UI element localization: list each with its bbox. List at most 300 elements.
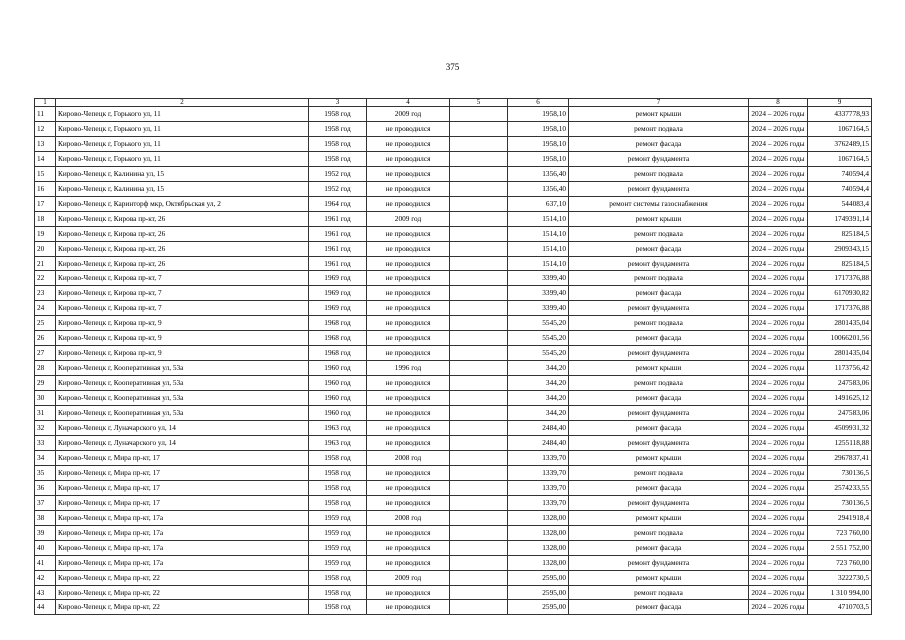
work-type-cell: ремонт подвала [569, 226, 749, 241]
last-repair-cell: 1996 год [367, 361, 450, 376]
area-cell: 2595,00 [508, 600, 569, 615]
table-row [35, 510, 872, 525]
table-row [35, 376, 872, 391]
address-cell: Кирово-Чепецк г, Луначарского ул, 14 [56, 435, 309, 450]
last-repair-cell: не проводился [367, 346, 450, 361]
row-number-cell: 29 [35, 376, 56, 391]
work-type-cell: ремонт подвала [569, 316, 749, 331]
cost-cell: 1749391,14 [808, 211, 872, 226]
area-cell: 1958,10 [508, 121, 569, 136]
built-year-cell: 1961 год [309, 211, 367, 226]
table-row [35, 495, 872, 510]
row-number-cell: 26 [35, 331, 56, 346]
cost-cell: 1 310 994,00 [808, 585, 872, 600]
row-number-cell: 24 [35, 301, 56, 316]
cost-cell: 2801435,04 [808, 316, 872, 331]
row-number-cell: 31 [35, 406, 56, 421]
area-cell: 3399,40 [508, 271, 569, 286]
area-cell: 1958,10 [508, 151, 569, 166]
cost-cell: 2967837,41 [808, 450, 872, 465]
row-number-cell: 12 [35, 121, 56, 136]
row-number-cell: 44 [35, 600, 56, 615]
row-number-cell: 41 [35, 555, 56, 570]
empty-cell [450, 480, 508, 495]
period-cell: 2024 – 2026 годы [749, 495, 808, 510]
address-cell: Кирово-Чепецк г, Кирова пр-кт, 7 [56, 286, 309, 301]
cost-cell: 247583,06 [808, 406, 872, 421]
row-number-cell: 32 [35, 421, 56, 436]
address-cell: Кирово-Чепецк г, Луначарского ул, 14 [56, 421, 309, 436]
row-number-cell: 38 [35, 510, 56, 525]
period-cell: 2024 – 2026 годы [749, 450, 808, 465]
cost-cell: 825184,5 [808, 256, 872, 271]
row-number-cell: 25 [35, 316, 56, 331]
work-type-cell: ремонт подвала [569, 121, 749, 136]
last-repair-cell: не проводился [367, 331, 450, 346]
area-cell: 1339,70 [508, 480, 569, 495]
built-year-cell: 1958 год [309, 585, 367, 600]
period-cell: 2024 – 2026 годы [749, 136, 808, 151]
area-cell: 1514,10 [508, 226, 569, 241]
last-repair-cell: не проводился [367, 540, 450, 555]
period-cell: 2024 – 2026 годы [749, 107, 808, 122]
empty-cell [450, 465, 508, 480]
empty-cell [450, 196, 508, 211]
address-cell: Кирово-Чепецк г, Кирова пр-кт, 26 [56, 256, 309, 271]
empty-cell [450, 331, 508, 346]
last-repair-cell: не проводился [367, 196, 450, 211]
address-cell: Кирово-Чепецк г, Мира пр-кт, 22 [56, 600, 309, 615]
last-repair-cell: не проводился [367, 271, 450, 286]
empty-cell [450, 555, 508, 570]
address-cell: Кирово-Чепецк г, Каринторф мкр, Октябрьская ул, 2 [56, 196, 309, 211]
cost-cell: 1255118,88 [808, 435, 872, 450]
address-cell: Кирово-Чепецк г, Кооперативная ул, 53а [56, 406, 309, 421]
built-year-cell: 1959 год [309, 540, 367, 555]
built-year-cell: 1952 год [309, 166, 367, 181]
address-cell: Кирово-Чепецк г, Мира пр-кт, 17 [56, 495, 309, 510]
area-cell: 3399,40 [508, 286, 569, 301]
period-cell: 2024 – 2026 годы [749, 121, 808, 136]
table-row [35, 465, 872, 480]
row-number-cell: 33 [35, 435, 56, 450]
built-year-cell: 1952 год [309, 181, 367, 196]
built-year-cell: 1960 год [309, 391, 367, 406]
column-number: 4 [367, 99, 450, 107]
address-cell: Кирово-Чепецк г, Кирова пр-кт, 7 [56, 301, 309, 316]
last-repair-cell: не проводился [367, 495, 450, 510]
table-row [35, 316, 872, 331]
address-cell: Кирово-Чепецк г, Горького ул, 11 [56, 121, 309, 136]
table-row [35, 226, 872, 241]
address-cell: Кирово-Чепецк г, Мира пр-кт, 17 [56, 480, 309, 495]
cost-cell: 247583,06 [808, 376, 872, 391]
cost-cell: 6170930,82 [808, 286, 872, 301]
address-cell: Кирово-Чепецк г, Кирова пр-кт, 9 [56, 346, 309, 361]
built-year-cell: 1961 год [309, 256, 367, 271]
area-cell: 1328,00 [508, 525, 569, 540]
address-cell: Кирово-Чепецк г, Калинина ул, 15 [56, 181, 309, 196]
built-year-cell: 1958 год [309, 107, 367, 122]
cost-cell: 1173756,42 [808, 361, 872, 376]
built-year-cell: 1969 год [309, 301, 367, 316]
empty-cell [450, 376, 508, 391]
empty-cell [450, 166, 508, 181]
address-cell: Кирово-Чепецк г, Горького ул, 11 [56, 151, 309, 166]
address-cell: Кирово-Чепецк г, Кирова пр-кт, 26 [56, 226, 309, 241]
address-cell: Кирово-Чепецк г, Мира пр-кт, 17а [56, 555, 309, 570]
period-cell: 2024 – 2026 годы [749, 480, 808, 495]
table-row [35, 540, 872, 555]
page-number: 375 [445, 62, 460, 72]
cost-cell: 10066201,56 [808, 331, 872, 346]
work-type-cell: ремонт фасада [569, 421, 749, 436]
empty-cell [450, 510, 508, 525]
area-cell: 344,20 [508, 391, 569, 406]
last-repair-cell: не проводился [367, 421, 450, 436]
area-cell: 1339,70 [508, 465, 569, 480]
work-type-cell: ремонт фасада [569, 540, 749, 555]
last-repair-cell: не проводился [367, 256, 450, 271]
period-cell: 2024 – 2026 годы [749, 196, 808, 211]
table-row [35, 600, 872, 615]
work-type-cell: ремонт фундамента [569, 346, 749, 361]
table-row [35, 181, 872, 196]
address-cell: Кирово-Чепецк г, Мира пр-кт, 22 [56, 585, 309, 600]
table-row [35, 136, 872, 151]
last-repair-cell: 2009 год [367, 570, 450, 585]
period-cell: 2024 – 2026 годы [749, 435, 808, 450]
cost-cell: 1717376,88 [808, 271, 872, 286]
period-cell: 2024 – 2026 годы [749, 331, 808, 346]
row-number-cell: 39 [35, 525, 56, 540]
column-number: 9 [808, 99, 872, 107]
empty-cell [450, 226, 508, 241]
period-cell: 2024 – 2026 годы [749, 361, 808, 376]
built-year-cell: 1960 год [309, 376, 367, 391]
empty-cell [450, 406, 508, 421]
cost-cell: 2941918,4 [808, 510, 872, 525]
work-type-cell: ремонт фундамента [569, 495, 749, 510]
built-year-cell: 1958 год [309, 600, 367, 615]
row-number-cell: 14 [35, 151, 56, 166]
cost-cell: 1067164,5 [808, 151, 872, 166]
last-repair-cell: не проводился [367, 181, 450, 196]
period-cell: 2024 – 2026 годы [749, 540, 808, 555]
cost-cell: 723 760,00 [808, 525, 872, 540]
table-row [35, 406, 872, 421]
table-row [35, 151, 872, 166]
period-cell: 2024 – 2026 годы [749, 226, 808, 241]
column-number: 6 [508, 99, 569, 107]
empty-cell [450, 450, 508, 465]
table-row [35, 107, 872, 122]
last-repair-cell: не проводился [367, 465, 450, 480]
row-number-cell: 15 [35, 166, 56, 181]
built-year-cell: 1961 год [309, 226, 367, 241]
row-number-cell: 16 [35, 181, 56, 196]
table-row [35, 480, 872, 495]
table-row [35, 211, 872, 226]
built-year-cell: 1963 год [309, 421, 367, 436]
row-number-cell: 23 [35, 286, 56, 301]
row-number-cell: 28 [35, 361, 56, 376]
area-cell: 5545,20 [508, 316, 569, 331]
last-repair-cell: не проводился [367, 525, 450, 540]
area-cell: 1514,10 [508, 256, 569, 271]
address-cell: Кирово-Чепецк г, Кооперативная ул, 53а [56, 391, 309, 406]
empty-cell [450, 346, 508, 361]
built-year-cell: 1958 год [309, 570, 367, 585]
built-year-cell: 1968 год [309, 346, 367, 361]
address-cell: Кирово-Чепецк г, Мира пр-кт, 17 [56, 465, 309, 480]
work-type-cell: ремонт фасада [569, 241, 749, 256]
table-row [35, 271, 872, 286]
work-type-cell: ремонт фундамента [569, 256, 749, 271]
period-cell: 2024 – 2026 годы [749, 211, 808, 226]
empty-cell [450, 271, 508, 286]
table-body [35, 99, 872, 615]
address-cell: Кирово-Чепецк г, Кооперативная ул, 53а [56, 361, 309, 376]
work-type-cell: ремонт подвала [569, 166, 749, 181]
cost-cell: 544083,4 [808, 196, 872, 211]
last-repair-cell: не проводился [367, 406, 450, 421]
built-year-cell: 1958 год [309, 121, 367, 136]
work-type-cell: ремонт фасада [569, 136, 749, 151]
last-repair-cell: не проводился [367, 241, 450, 256]
row-number-cell: 13 [35, 136, 56, 151]
area-cell: 344,20 [508, 361, 569, 376]
built-year-cell: 1958 год [309, 495, 367, 510]
table-row [35, 555, 872, 570]
cost-cell: 723 760,00 [808, 555, 872, 570]
row-number-cell: 35 [35, 465, 56, 480]
row-number-cell: 21 [35, 256, 56, 271]
work-type-cell: ремонт крыши [569, 107, 749, 122]
work-type-cell: ремонт подвала [569, 271, 749, 286]
column-number: 5 [450, 99, 508, 107]
column-number: 2 [56, 99, 309, 107]
last-repair-cell: не проводился [367, 301, 450, 316]
row-number-cell: 42 [35, 570, 56, 585]
table-row [35, 346, 872, 361]
area-cell: 1339,70 [508, 450, 569, 465]
table-row [35, 391, 872, 406]
period-cell: 2024 – 2026 годы [749, 391, 808, 406]
last-repair-cell: не проводился [367, 600, 450, 615]
cost-cell: 1491625,12 [808, 391, 872, 406]
empty-cell [450, 136, 508, 151]
column-number: 8 [749, 99, 808, 107]
column-number-row [35, 99, 872, 107]
address-cell: Кирово-Чепецк г, Кирова пр-кт, 26 [56, 211, 309, 226]
last-repair-cell: 2009 год [367, 211, 450, 226]
cost-cell: 825184,5 [808, 226, 872, 241]
last-repair-cell: не проводился [367, 391, 450, 406]
period-cell: 2024 – 2026 годы [749, 166, 808, 181]
area-cell: 3399,40 [508, 301, 569, 316]
period-cell: 2024 – 2026 годы [749, 271, 808, 286]
period-cell: 2024 – 2026 годы [749, 256, 808, 271]
built-year-cell: 1961 год [309, 241, 367, 256]
cost-cell: 4337778,93 [808, 107, 872, 122]
column-number: 3 [309, 99, 367, 107]
area-cell: 1958,10 [508, 136, 569, 151]
period-cell: 2024 – 2026 годы [749, 465, 808, 480]
row-number-cell: 30 [35, 391, 56, 406]
last-repair-cell: не проводился [367, 316, 450, 331]
row-number-cell: 22 [35, 271, 56, 286]
cost-cell: 740594,4 [808, 166, 872, 181]
period-cell: 2024 – 2026 годы [749, 406, 808, 421]
empty-cell [450, 316, 508, 331]
work-type-cell: ремонт фундамента [569, 301, 749, 316]
work-type-cell: ремонт крыши [569, 510, 749, 525]
row-number-cell: 37 [35, 495, 56, 510]
period-cell: 2024 – 2026 годы [749, 585, 808, 600]
cost-cell: 1067164,5 [808, 121, 872, 136]
built-year-cell: 1963 год [309, 435, 367, 450]
work-type-cell: ремонт фасада [569, 331, 749, 346]
area-cell: 2595,00 [508, 570, 569, 585]
empty-cell [450, 151, 508, 166]
area-cell: 2484,40 [508, 421, 569, 436]
address-cell: Кирово-Чепецк г, Мира пр-кт, 17а [56, 540, 309, 555]
work-type-cell: ремонт фундамента [569, 181, 749, 196]
cost-cell: 3222730,5 [808, 570, 872, 585]
area-cell: 1514,10 [508, 211, 569, 226]
table-row [35, 570, 872, 585]
table-row [35, 256, 872, 271]
address-cell: Кирово-Чепецк г, Кирова пр-кт, 9 [56, 316, 309, 331]
last-repair-cell: не проводился [367, 480, 450, 495]
work-type-cell: ремонт подвала [569, 525, 749, 540]
address-cell: Кирово-Чепецк г, Мира пр-кт, 17а [56, 525, 309, 540]
area-cell: 1958,10 [508, 107, 569, 122]
last-repair-cell: не проводился [367, 166, 450, 181]
period-cell: 2024 – 2026 годы [749, 301, 808, 316]
area-cell: 1328,00 [508, 510, 569, 525]
period-cell: 2024 – 2026 годы [749, 286, 808, 301]
work-type-cell: ремонт фасада [569, 391, 749, 406]
row-number-cell: 34 [35, 450, 56, 465]
area-cell: 344,20 [508, 376, 569, 391]
empty-cell [450, 570, 508, 585]
last-repair-cell: 2009 год [367, 107, 450, 122]
cost-cell: 3762489,15 [808, 136, 872, 151]
last-repair-cell: не проводился [367, 286, 450, 301]
table-row [35, 301, 872, 316]
built-year-cell: 1969 год [309, 286, 367, 301]
empty-cell [450, 301, 508, 316]
row-number-cell: 27 [35, 346, 56, 361]
built-year-cell: 1968 год [309, 331, 367, 346]
cost-cell: 4710703,5 [808, 600, 872, 615]
area-cell: 2595,00 [508, 585, 569, 600]
address-cell: Кирово-Чепецк г, Кирова пр-кт, 7 [56, 271, 309, 286]
empty-cell [450, 421, 508, 436]
cost-cell: 2801435,04 [808, 346, 872, 361]
period-cell: 2024 – 2026 годы [749, 346, 808, 361]
built-year-cell: 1958 год [309, 465, 367, 480]
work-type-cell: ремонт фундамента [569, 151, 749, 166]
last-repair-cell: 2008 год [367, 450, 450, 465]
work-type-cell: ремонт системы газоснабжения [569, 196, 749, 211]
table-row [35, 361, 872, 376]
area-cell: 1339,70 [508, 495, 569, 510]
last-repair-cell: не проводился [367, 136, 450, 151]
last-repair-cell: не проводился [367, 585, 450, 600]
period-cell: 2024 – 2026 годы [749, 151, 808, 166]
table-row [35, 196, 872, 211]
area-cell: 1356,40 [508, 166, 569, 181]
address-cell: Кирово-Чепецк г, Горького ул, 11 [56, 136, 309, 151]
built-year-cell: 1958 год [309, 450, 367, 465]
work-type-cell: ремонт фасада [569, 600, 749, 615]
address-cell: Кирово-Чепецк г, Калинина ул, 15 [56, 166, 309, 181]
built-year-cell: 1964 год [309, 196, 367, 211]
last-repair-cell: не проводился [367, 226, 450, 241]
built-year-cell: 1958 год [309, 480, 367, 495]
row-number-cell: 11 [35, 107, 56, 122]
empty-cell [450, 495, 508, 510]
address-cell: Кирово-Чепецк г, Мира пр-кт, 22 [56, 570, 309, 585]
empty-cell [450, 286, 508, 301]
empty-cell [450, 211, 508, 226]
row-number-cell: 20 [35, 241, 56, 256]
address-cell: Кирово-Чепецк г, Мира пр-кт, 17 [56, 450, 309, 465]
area-cell: 1356,40 [508, 181, 569, 196]
row-number-cell: 17 [35, 196, 56, 211]
last-repair-cell: не проводился [367, 121, 450, 136]
empty-cell [450, 241, 508, 256]
empty-cell [450, 391, 508, 406]
cost-cell: 730136,5 [808, 465, 872, 480]
last-repair-cell: не проводился [367, 376, 450, 391]
table-row [35, 585, 872, 600]
last-repair-cell: не проводился [367, 555, 450, 570]
period-cell: 2024 – 2026 годы [749, 376, 808, 391]
empty-cell [450, 121, 508, 136]
period-cell: 2024 – 2026 годы [749, 555, 808, 570]
cost-cell: 2574233,55 [808, 480, 872, 495]
last-repair-cell: 2008 год [367, 510, 450, 525]
area-cell: 637,10 [508, 196, 569, 211]
last-repair-cell: не проводился [367, 435, 450, 450]
table-row [35, 166, 872, 181]
address-cell: Кирово-Чепецк г, Горького ул, 11 [56, 107, 309, 122]
built-year-cell: 1959 год [309, 525, 367, 540]
built-year-cell: 1960 год [309, 406, 367, 421]
empty-cell [450, 525, 508, 540]
table-row [35, 525, 872, 540]
table-row [35, 450, 872, 465]
work-type-cell: ремонт подвала [569, 585, 749, 600]
table-row [35, 241, 872, 256]
table-row [35, 421, 872, 436]
empty-cell [450, 107, 508, 122]
empty-cell [450, 361, 508, 376]
area-cell: 5545,20 [508, 331, 569, 346]
built-year-cell: 1959 год [309, 510, 367, 525]
work-type-cell: ремонт фасада [569, 480, 749, 495]
row-number-cell: 36 [35, 480, 56, 495]
cost-cell: 740594,4 [808, 181, 872, 196]
work-type-cell: ремонт фундамента [569, 435, 749, 450]
period-cell: 2024 – 2026 годы [749, 525, 808, 540]
empty-cell [450, 540, 508, 555]
last-repair-cell: не проводился [367, 151, 450, 166]
